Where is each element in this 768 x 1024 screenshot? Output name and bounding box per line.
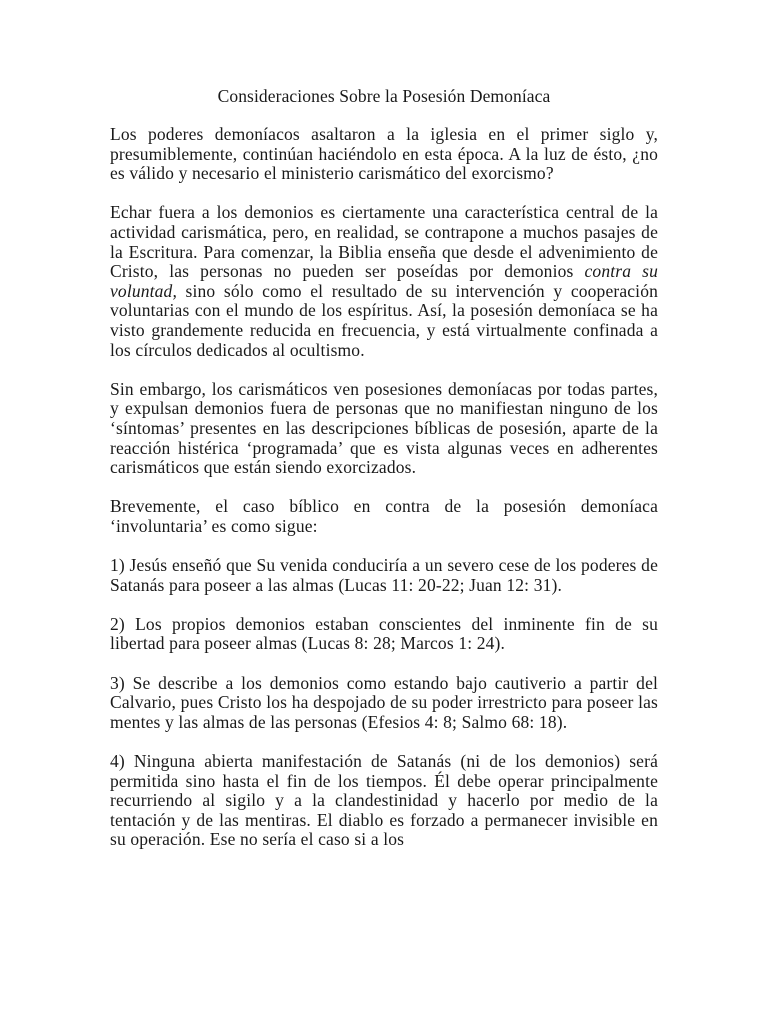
paragraph-text: Los poderes demoníacos asaltaron a la iglesia en el primer siglo y, presumiblemente, continúan haciéndolo en esta época. A la luz de ésto, ¿no es válido y necesario el ministerio carismático del exorcismo? bbox=[110, 124, 658, 184]
paragraph bbox=[110, 497, 658, 536]
numbered-point bbox=[110, 556, 658, 595]
numbered-point bbox=[110, 674, 658, 733]
paragraph-text: 1) Jesús enseñó que Su venida conduciría a un severo cese de los poderes de Satanás para poseer a las almas (Lucas 11: 20-22; Juan 12: 31). bbox=[110, 555, 658, 595]
paragraph bbox=[110, 203, 658, 360]
paragraph-text: 4) Ninguna abierta manifestación de Satanás (ni de los demonios) será permitida sino hasta el fin de los tiempos. Él debe operar principalmente recurriendo al sigilo y a la clandestinidad y hacerlo por medio de la tentación y de las mentiras. El diablo es forzado a permanecer invisible en su operación. Ese no sería el caso si a los bbox=[110, 751, 658, 850]
numbered-point bbox=[110, 615, 658, 654]
paragraph bbox=[110, 380, 658, 478]
paragraph-text: Echar fuera a los demonios es ciertamente una característica central de la actividad carismática, pero, en realidad, se contrapone a muchos pasajes de la Escritura. Para comenzar, la Biblia enseña que desde el advenimiento de Cristo, las personas no pueden ser poseídas por demonios bbox=[110, 202, 658, 282]
paragraph-text: 3) Se describe a los demonios como estando bajo cautiverio a partir del Calvario, pues Cristo los ha despojado de su poder irrestricto para poseer las mentes y las almas de las personas (Efesios 4: 8; Salmo 68: 18). bbox=[110, 672, 658, 732]
paragraph bbox=[110, 125, 658, 184]
paragraph-text: Sin embargo, los carismáticos ven posesiones demoníacas por todas partes, y expulsan demonios fuera de personas que no manifiestan ninguno de los ‘síntomas’ presentes en las descripciones bíblicas de posesión, aparte de la reacción histérica ‘programada’ que es vista algunas veces en adherentes carismáticos que están siendo exorcizados. bbox=[110, 378, 658, 478]
paragraph-text: sino sólo como el resultado de su intervención y cooperación voluntarias con el mundo de los espíritus. Así, la posesión demoníaca se ha visto grandemente reducida en frecuencia, y está virtualmente confinada a los círculos dedicados al ocultismo. bbox=[110, 280, 658, 360]
paragraph-text: 2) Los propios demonios estaban conscientes del inminente fin de su libertad para poseer almas (Lucas 8: 28; Marcos 1: 24). bbox=[110, 613, 658, 654]
italic-phrase: contra su voluntad, bbox=[110, 261, 658, 301]
numbered-point bbox=[110, 752, 658, 850]
document-title: Consideraciones Sobre la Posesión Demoníaca bbox=[217, 86, 551, 106]
document-body bbox=[110, 125, 658, 870]
paragraph-text: Brevemente, el caso bíblico en contra de la posesión demoníaca ‘involuntaria’ es como sigue: bbox=[110, 496, 658, 536]
